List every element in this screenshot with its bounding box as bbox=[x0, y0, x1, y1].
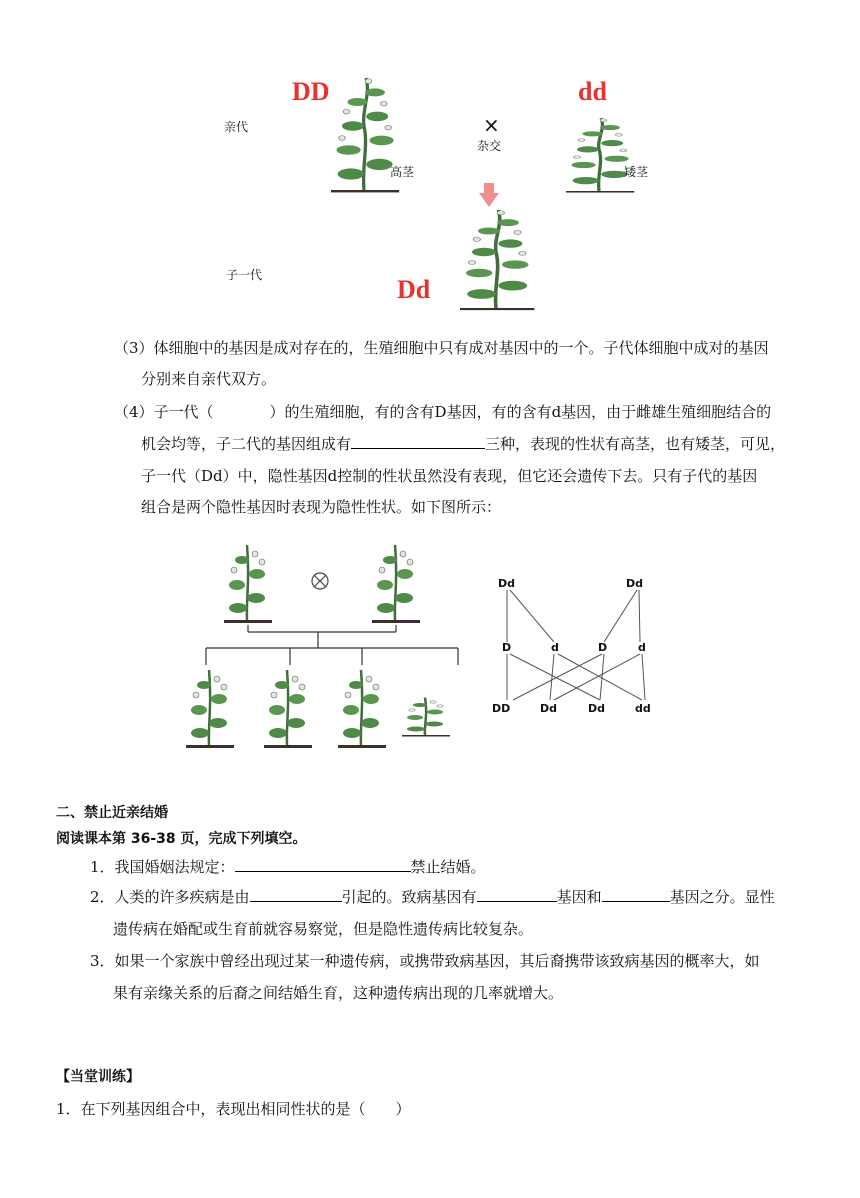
figure-parent-cross-svg bbox=[200, 55, 720, 330]
figure-parent-cross bbox=[200, 55, 720, 330]
question-3-line-2: 果有亲缘关系的后裔之间结婚生育，这种遗传病出现的几率就增大。 bbox=[113, 984, 564, 1002]
parent-right-genotype: dd bbox=[578, 77, 607, 106]
offspring-genotype-label: Dd bbox=[588, 702, 606, 715]
question-2-part-a: 2．人类的许多疾病是由 bbox=[90, 888, 250, 906]
pedigree-lines bbox=[206, 625, 458, 665]
down-arrow-icon bbox=[479, 183, 499, 207]
question-1-end: 禁止结婚。 bbox=[410, 858, 486, 876]
paragraph-4-line-3: 子一代（Dd）中，隐性基因d控制的性状虽然没有表现，但它还会遗传下去。只有子代的基因 bbox=[141, 467, 758, 485]
cross-label: 杂交 bbox=[477, 139, 502, 153]
parent-genotype-right: Dd bbox=[626, 577, 644, 590]
paragraph-4-line-1-start: （4）子一代（ bbox=[114, 403, 214, 421]
offspring-genotype-label: dd bbox=[635, 702, 651, 715]
gamete-label: d bbox=[551, 641, 559, 654]
question-2-part-d: 基因之分。显性 bbox=[669, 888, 775, 906]
figure-self-cross-svg bbox=[180, 530, 680, 750]
offspring-genotype-label: DD bbox=[492, 702, 511, 715]
offspring-plant-icon bbox=[186, 670, 234, 748]
paragraph-4-line-2 bbox=[141, 429, 785, 459]
gamete-label: D bbox=[598, 641, 608, 654]
paragraph-4-line-2-start: 机会均等，子二代的基因组成有 bbox=[141, 435, 352, 453]
question-1-start: 1．我国婚姻法规定： bbox=[90, 858, 235, 876]
short-stem-label: 矮茎 bbox=[624, 165, 649, 179]
parent-genotype-left: Dd bbox=[498, 577, 516, 590]
paragraph-4-line-2-end: 三种，表现的性状有高茎，也有矮茎，可见， bbox=[485, 435, 786, 453]
parent-plant-icon bbox=[372, 545, 420, 623]
short-plant-icon bbox=[566, 118, 634, 192]
tall-stem-label: 高茎 bbox=[390, 165, 415, 179]
paragraph-4-line-1-end: ）的生殖细胞，有的含有D基因，有的含有d基因，由于雌雄生殖细胞结合的 bbox=[269, 403, 772, 421]
parent-generation-label: 亲代 bbox=[224, 120, 249, 134]
practice-heading: 【当堂训练】 bbox=[56, 1069, 140, 1085]
figure-self-cross bbox=[180, 530, 680, 750]
child-generation-label: 子一代 bbox=[226, 268, 263, 282]
offspring-plant-icon bbox=[338, 670, 386, 748]
question-1-blank[interactable] bbox=[235, 853, 411, 872]
question-2-blank-3[interactable] bbox=[602, 883, 670, 902]
gamete-label: d bbox=[638, 641, 646, 654]
parent-plant-icon bbox=[224, 545, 272, 623]
question-2-blank-2[interactable] bbox=[477, 883, 557, 902]
section-2-heading: 二、禁止近亲结婚 bbox=[56, 805, 168, 821]
question-2-blank-1[interactable] bbox=[250, 883, 342, 902]
cross-symbol: × bbox=[483, 113, 500, 137]
parent-left-genotype: DD bbox=[292, 77, 330, 106]
question-2-line-1 bbox=[90, 882, 775, 912]
paragraph-3-line-1: （3）体细胞中的基因是成对存在的，生殖细胞中只有成对基因中的一个。子代体细胞中成对的基因 bbox=[114, 339, 769, 357]
question-1 bbox=[90, 852, 486, 882]
paragraph-4-line-1 bbox=[114, 397, 771, 427]
child-genotype: Dd bbox=[397, 275, 431, 304]
section-2-instruction: 阅读课本第 36-38 页，完成下列填空。 bbox=[56, 831, 307, 847]
short-offspring-plant-icon bbox=[402, 698, 450, 737]
question-2-part-b: 引起的。致病基因有 bbox=[341, 888, 477, 906]
paragraph-4-line-4: 组合是两个隐性基因时表现为隐性性状。如下图所示： bbox=[141, 498, 502, 516]
question-2-line-2: 遗传病在婚配或生育前就容易察觉，但是隐性遗传病比较复杂。 bbox=[113, 920, 534, 938]
offspring-plant-icon bbox=[264, 670, 312, 748]
child-plant-icon bbox=[460, 210, 534, 310]
question-3-line-1: 3．如果一个家族中曾经出现过某一种遗传病，或携带致病基因，其后裔携带该致病基因的概率大，如 bbox=[90, 952, 760, 970]
offspring-genotype-label: Dd bbox=[540, 702, 558, 715]
practice-question-1: 1．在下列基因组合中，表现出相同性状的是（ ） bbox=[56, 1100, 411, 1118]
gamete-label: D bbox=[502, 641, 512, 654]
tall-plant-icon bbox=[331, 78, 399, 192]
genotype-blank[interactable] bbox=[351, 430, 485, 449]
question-2-part-c: 基因和 bbox=[556, 888, 602, 906]
genotype-cross-lines bbox=[507, 590, 645, 700]
paragraph-3-line-2: 分别来自亲代双方。 bbox=[141, 370, 277, 388]
